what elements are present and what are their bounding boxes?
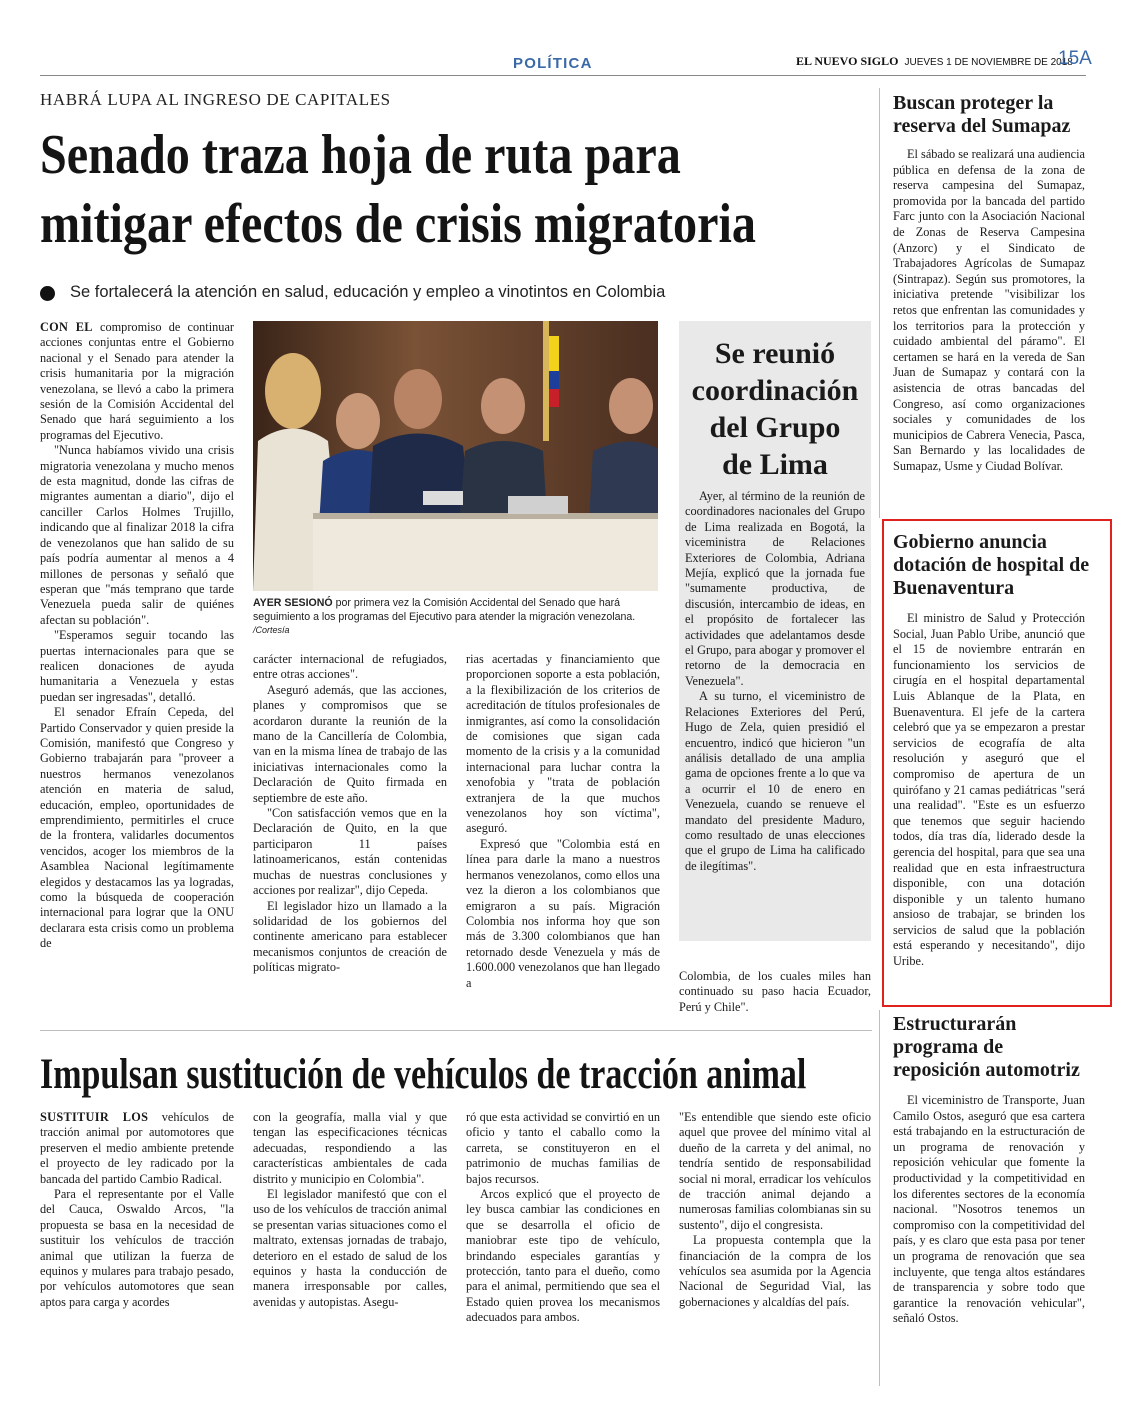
kicker: HABRÁ LUPA AL INGRESO DE CAPITALES: [40, 90, 391, 109]
lima-title: Se reunió coordinación del Grupo de Lima: [691, 337, 859, 481]
paragraph: Colombia, de los cuales miles han continuado su paso hacia Ecuador, Perú y Chile".: [679, 969, 871, 1014]
main-col-1: [40, 320, 234, 1020]
lima-box: [679, 321, 871, 941]
buenaventura-text: [893, 611, 1085, 999]
main-col-4-end: [679, 969, 871, 1015]
page-number: 15A: [1058, 48, 1092, 69]
paragraph: El legislador hizo un llamado a la solidaridad de los gobiernos del continente americano para establecer mecanismos conjuntos de creación de políticas migrato-: [253, 898, 447, 975]
paragraph: "Nunca habíamos vivido una crisis migratoria venezolana y mucho menos de esta magnitud, donde las cifras de migrantes aumentan a diario", dijo el canciller Carlos Holmes Trujillo, indicando que al finalizar 2018 la cifra de venezolanos que han salido de su país podría aumentar al menos a 4 millones de personas y señaló que esperan que "más temprano que tarde Venezuela pueda salir de quiénes afectan su población".: [40, 443, 234, 627]
subtitle: Se fortalecerá la atención en salud, educación y empleo a vinotintos en Colombia: [70, 283, 666, 301]
paragraph: CON EL compromiso de continuar acciones conjuntas entre el Gobierno nacional y el Senado para atender la crisis humanitaria por la migración venezolana, se llevó a cabo la primera sesión de la Comisión Accidental del Senado que hará seguimiento a los programas del Ejecutivo.: [40, 320, 234, 442]
paragraph: El viceministro de Transporte, Juan Camilo Ostos, aseguró que esa cartera está trabajando en la estructuración de un programa de renovación y reposición vehicular que fomente la productividad y la competitividad en los diferentes sectores de la economía nacional. "Nosotros tenemos un compromiso con la competitividad del país, y es claro que esta pasa por tener un programa de renovación que sea incluyente, que tenga altos estándares de transparencia y sobre todo que garantice la renovación vehicular", señaló Ostos.: [893, 1093, 1085, 1326]
paragraph: ró que esta actividad se convirtió en un oficio y tanto el caballo como la carreta, se constituyeron en el patrimonio de muchas familias de bajos recursos.: [466, 1110, 660, 1186]
paragraph: A su turno, el viceministro de Relaciones Exteriores del Perú, Hugo de Zela, quien presidió el encuentro, indicó que hicieron "un análisis detallado de una amplia gama de opciones frente a lo que va a ocurrir el 10 de enero en Venezuela, cuando se renueve el mandato del presidente Maduro, como resultado de unas elecciones que el grupo de Lima ha calificado de ilegítimas".: [685, 689, 865, 873]
photo-caption: [253, 597, 658, 638]
paragraph: Expresó que "Colombia está en línea para darle la mano a nuestros hermanos venezolanos, como ellos una vez la dieron a los colombianos que emigraron a su país. Migración Colombia nos informa hoy que son más de 3.300 colombianos que han retornado desde Venezuela y más de 1.600.000 venezolanos que han llegado a: [466, 836, 660, 990]
paragraph: carácter internacional de refugiados, entre otras acciones".: [253, 652, 447, 682]
buenaventura-title: Gobierno anuncia dotación de hospital de Buenaventura: [893, 531, 1090, 599]
bullet-icon: [40, 286, 55, 301]
paragraph: Ayer, al término de la reunión de coordinadores nacionales del Grupo de Lima realizada en Bogotá, la viceministra de Relaciones Exteriores de Colombia, Adriana Mejía, explicó que la jornada fue "sumamente productiva, de discusión, intercambio de ideas, en el propósito de fortalecer las actividades que adelantamos desde el Grupo, para abogar y promover el retorno de la democracia en Venezuela".: [685, 489, 865, 688]
main-headline-line2: mitigar efectos de crisis migratoria: [40, 193, 756, 255]
main-headline-line1: Senado traza hoja de ruta para: [40, 124, 681, 186]
paragraph: El legislador manifestó que con el uso de los vehículos de tracción animal se presentan varias situaciones como el maltrato, extensas jornadas de trabajo, deterioro en el estado de salud de los equinos y hasta la conducción de manera irresponsable por calles, avenidas y autopistas. Asegu-: [253, 1187, 447, 1309]
sidebar-rule-lower: [879, 1010, 880, 1386]
main-col-3: [466, 652, 660, 1020]
lead-word: CON EL: [40, 320, 93, 334]
header-rule: [40, 75, 1086, 76]
lima-text: [679, 489, 871, 934]
main-col-2: [253, 652, 447, 1020]
traccion-headline: Impulsan sustitución de vehículos de tracción animal: [40, 1051, 807, 1098]
caption-lead: AYER SESIONÓ: [253, 597, 333, 609]
traccion-col-4: [679, 1110, 871, 1390]
lower-article-rule: [40, 1030, 872, 1031]
senate-session-photo: [253, 321, 658, 591]
paragraph: El sábado se realizará una audiencia pública en defensa de la zona de reserva campesina del Sumapaz, promovida por la bancada del partido Farc junto con la Asociación Nacional de Zonas de Reserva Campesina (Anzorc) y el Sindicato de Trabajadores Agrícolas de Sumapaz (Sintrapaz). Según sus promotores, la iniciativa pretende "visibilizar los retos que enfrentan las comunidades y los territorios para la protección y cuidado ambiental del páramo". El certamen se hará en la vereda de San Juan de Sumapaz y contará con la asistencia de otras bancadas del Congreso, así como organizaciones sociales y comunidades de los municipios de Cabrera Venecia, Pasca, San Bernardo y las localidades de Sumapaz, Usme y Ciudad Bolívar.: [893, 147, 1085, 473]
paragraph: El senador Efraín Cepeda, del Partido Conservador y quien preside la Comisión, manifestó que Congreso y Gobierno trabajarán para "proveer a nuestros hermanos venezolanos atención en materia de salud, educación, empleo, oportunidades de emprendimiento, permitirles el cruce de la frontera, validarles documentos vencidos, acoger los miembros de la Asamblea Nacional legítimamente elegidos y destacamos las ya logradas, como la búsqueda de cooperación internacional para lograr que la ONU declarara esta crisis como un problema de: [40, 705, 234, 951]
paragraph: La propuesta contempla que la financiación de la compra de los vehículos sea asumida por la Agencia Nacional de Seguridad Vial, las gobernaciones y alcaldías del país.: [679, 1233, 871, 1309]
traccion-col-3: [466, 1110, 660, 1390]
paragraph: Aseguró además, que las acciones, planes y compromisos que se acordaron durante la reunión de la mano de la Cancillería de Colombia, van en la misma línea de trabajo de las iniciativas internacionales como la Declaración de Quito firmada en septiembre de este año.: [253, 682, 447, 805]
traccion-col-1: [40, 1110, 234, 1390]
sidebar-rule: [879, 88, 880, 518]
caption-credit: /Cortesía: [253, 625, 290, 635]
paragraph: "Esperamos seguir tocando las puertas internacionales para que se realicen donaciones de ayuda humanitaria a Venezuela y estas puedan ser ingresadas", detalló.: [40, 628, 234, 704]
paragraph: con la geografía, malla vial y que tengan las especificaciones técnicas adecuadas, respondiendo a las características ambientales de cada distrito y municipio en Colombia".: [253, 1110, 447, 1186]
paragraph: "Con satisfacción vemos que en la Declaración de Quito, en la que participaron 11 países latinoamericanos, están contenidas muchas de nuestras conclusiones y acciones por realizar", dijo Cepeda.: [253, 806, 447, 898]
automotriz-text: [893, 1093, 1085, 1393]
paper-name: EL NUEVO SIGLO: [796, 54, 899, 68]
paragraph: Arcos explicó que el proyecto de ley busca cambiar las condiciones en que se desarrolla el oficio de maniobrar este tipo de vehículo, brindando especiales garantías y protección, tanto para el dueño, como para el animal, permitiendo que sea el Estado quien provea los mecanismos adecuados para ambos.: [466, 1187, 660, 1325]
sumapaz-text: [893, 147, 1085, 517]
masthead: [796, 52, 1073, 70]
news-photo: [253, 321, 658, 591]
sumapaz-title: Buscan proteger la reserva del Sumapaz: [893, 92, 1071, 137]
paragraph: rias acertadas y financiamiento que proporcionen soporte a esta población, a la flexibilización de los criterios de acreditación de títulos profesionales de inmigrantes, así como la consolidación de comisiones que sigan cada momento de la crisis y a la comunidad internacional para luchar contra la xenofobia y "trata de población extranjera de la que muchos venezolanos hoy son víctima", aseguró.: [466, 652, 660, 836]
automotriz-title: Estructurarán programa de reposición automotriz: [893, 1013, 1080, 1081]
paragraph: SUSTITUIR LOS vehículos de tracción animal por automotores que preserven el medio ambiente pretende el proyecto de ley radicado por la bancada del partido Cambio Radical.: [40, 1110, 234, 1186]
lead-word: SUSTITUIR LOS: [40, 1110, 149, 1124]
traccion-col-2: [253, 1110, 447, 1390]
section-label: POLÍTICA: [513, 55, 593, 72]
paragraph: El ministro de Salud y Protección Social, Juan Pablo Uribe, anunció que el 15 de noviembre entrarán en funcionamiento los servicios de cirugía en el hospital departamental Luis Ablanque de la Plata, en Buenaventura. El jefe de la cartera celebró que ya se empezaron a prestar servicios de ecografía de alta resolución y aseguró que el compromiso de apertura de un quirófano y 21 camas pediátricas "será una realidad". "Este es un esfuerzo que tenemos que seguir haciendo todos, día tras día, liderado desde la gerencia del hospital, para que sea una realidad que en esta infraestructura disponible, con una dotación disponible y un talento humano ansioso de trabajar, se brinden los servicios de salud que la población está esperando y necesitando", dijo Uribe.: [893, 611, 1085, 969]
caption-text: por primera vez la Comisión Accidental del Senado que hará seguimiento a los programas del Ejecutivo para atender la migración venezolana.: [253, 597, 636, 623]
paragraph: "Es entendible que siendo este oficio aquel que provee del mínimo vital al dueño de la carreta y del animal, no tendría sentido de responsabilidad social ni moral, erradicar los vehículos de tracción animal dejando a numerosas familias colombianas sin su sustento", dijo el congresista.: [679, 1110, 871, 1232]
issue-date: JUEVES 1 DE NOVIEMBRE DE 2018: [904, 57, 1073, 68]
paragraph: Para el representante por el Valle del Cauca, Oswaldo Arcos, "la propuesta se basa en la necesidad de sustituir los vehículos de tracción animal que utilizan la fuerza de equinos y mulares para trabajo pesado, por vehículos automotores que sean aptos para carga y acordes: [40, 1187, 234, 1309]
